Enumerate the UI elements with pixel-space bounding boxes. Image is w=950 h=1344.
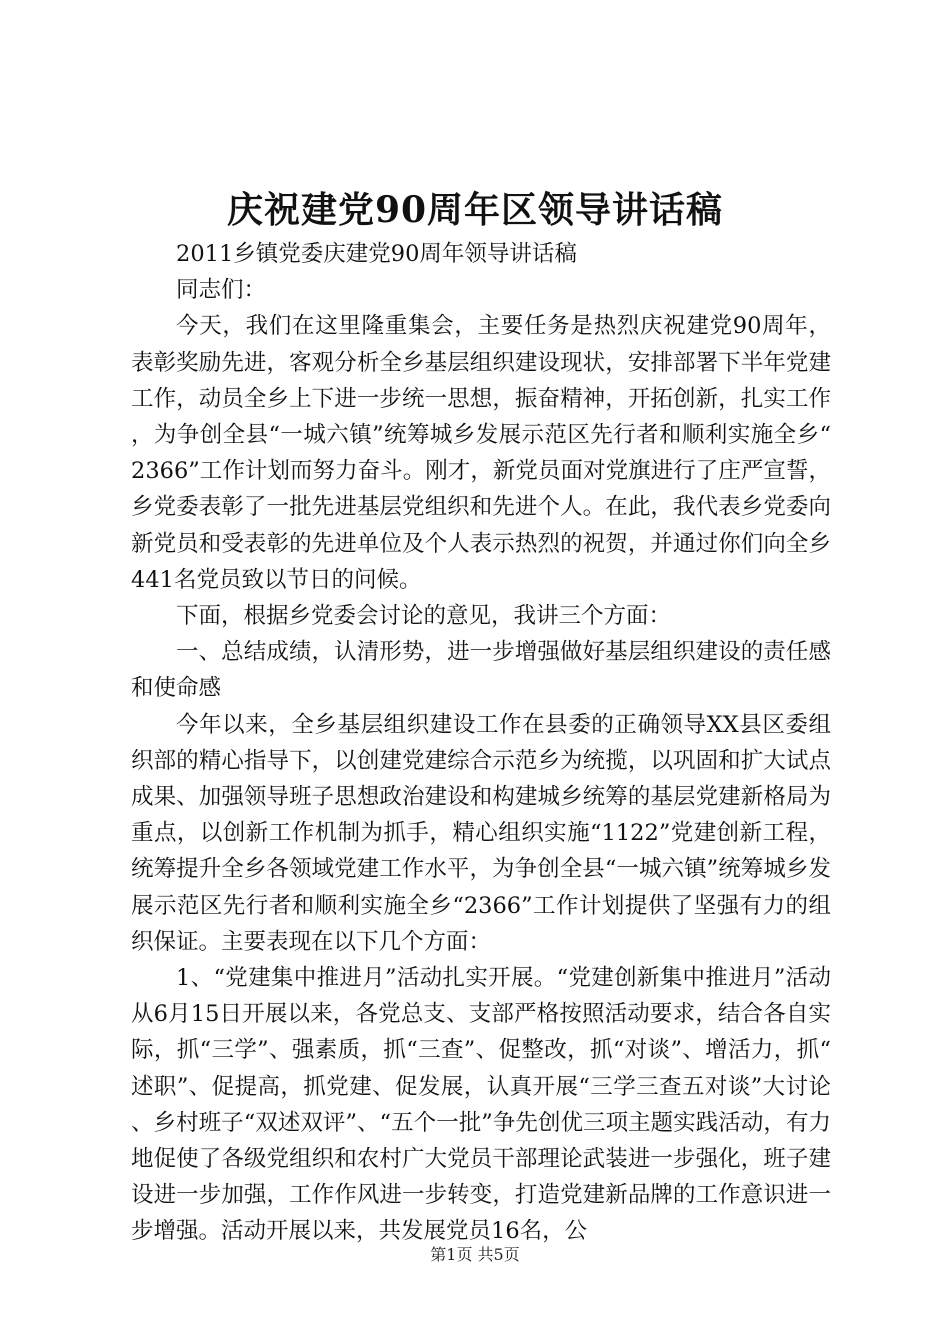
- section-heading-1: 一、总结成绩，认清形势，进一步增强做好基层组织建设的责任感和使命感: [131, 639, 831, 702]
- paragraph-opening: 今天，我们在这里隆重集会，主要任务是热烈庆祝建党90周年，表彰奖励先进，客观分析全乡基层组织建设现状，安排部署下半年党建工作，动员全乡上下进一步统一思想，振奋精神，开拓创新，扎实工作，为争创全县“一城六镇”统筹城乡发展示范区先行者和顺利实施全乡“2366”工作计划而努力奋斗。刚才，新党员面对党旗进行了庄严宣誓，乡党委表彰了一批先进基层党组织和先进个人。在此，我代表乡党委向新党员和受表彰的先进单位及个人表示热烈的祝贺，并通过你们向全乡441名党员致以节日的问候。: [131, 313, 831, 593]
- page-footer: 第1页 共5页: [430, 1245, 520, 1264]
- paragraph-item-1: 1、“党建集中推进月”活动扎实开展。“党建创新集中推进月”活动从6月15日开展以来，各党总支、支部严格按照活动要求，结合各自实际，抓“三学”、强素质，抓“三查”、促整改，抓“对谈”、增活力，抓“述职”、促提高，抓党建、促发展，认真开展“三学三查五对谈”大讨论、乡村班子“双述双评”、“五个一批”争先创优三项主题实践活动，有力地促使了各级党组织和农村广大党员干部理论武装进一步强化，班子建设进一步加强，工作作风进一步转变，打造党建新品牌的工作意识进一步增强。活动开展以来，共发展党员16名，公: [131, 965, 831, 1245]
- document-body: [131, 236, 831, 1250]
- document-title: 庆祝建党90周年区领导讲话稿: [226, 189, 724, 231]
- paragraph-achievements: 今年以来，全乡基层组织建设工作在县委的正确领导XX县区委组织部的精心指导下，以创建党建综合示范乡为统揽，以巩固和扩大试点成果、加强领导班子思想政治建设和构建城乡统筹的基层党建新格局为重点，以创新工作机制为抓手，精心组织实施“1122”党建创新工程，统筹提升全乡各领域党建工作水平，为争创全县“一城六镇”统筹城乡发展示范区先行者和顺利实施全乡“2366”工作计划提供了坚强有力的组织保证。主要表现在以下几个方面：: [131, 711, 831, 955]
- salutation: 同志们：: [176, 277, 267, 304]
- paragraph-outline: 下面，根据乡党委会讨论的意见，我讲三个方面：: [176, 603, 672, 630]
- subtitle-line: 2011乡镇党委庆建党90周年领导讲话稿: [176, 241, 577, 267]
